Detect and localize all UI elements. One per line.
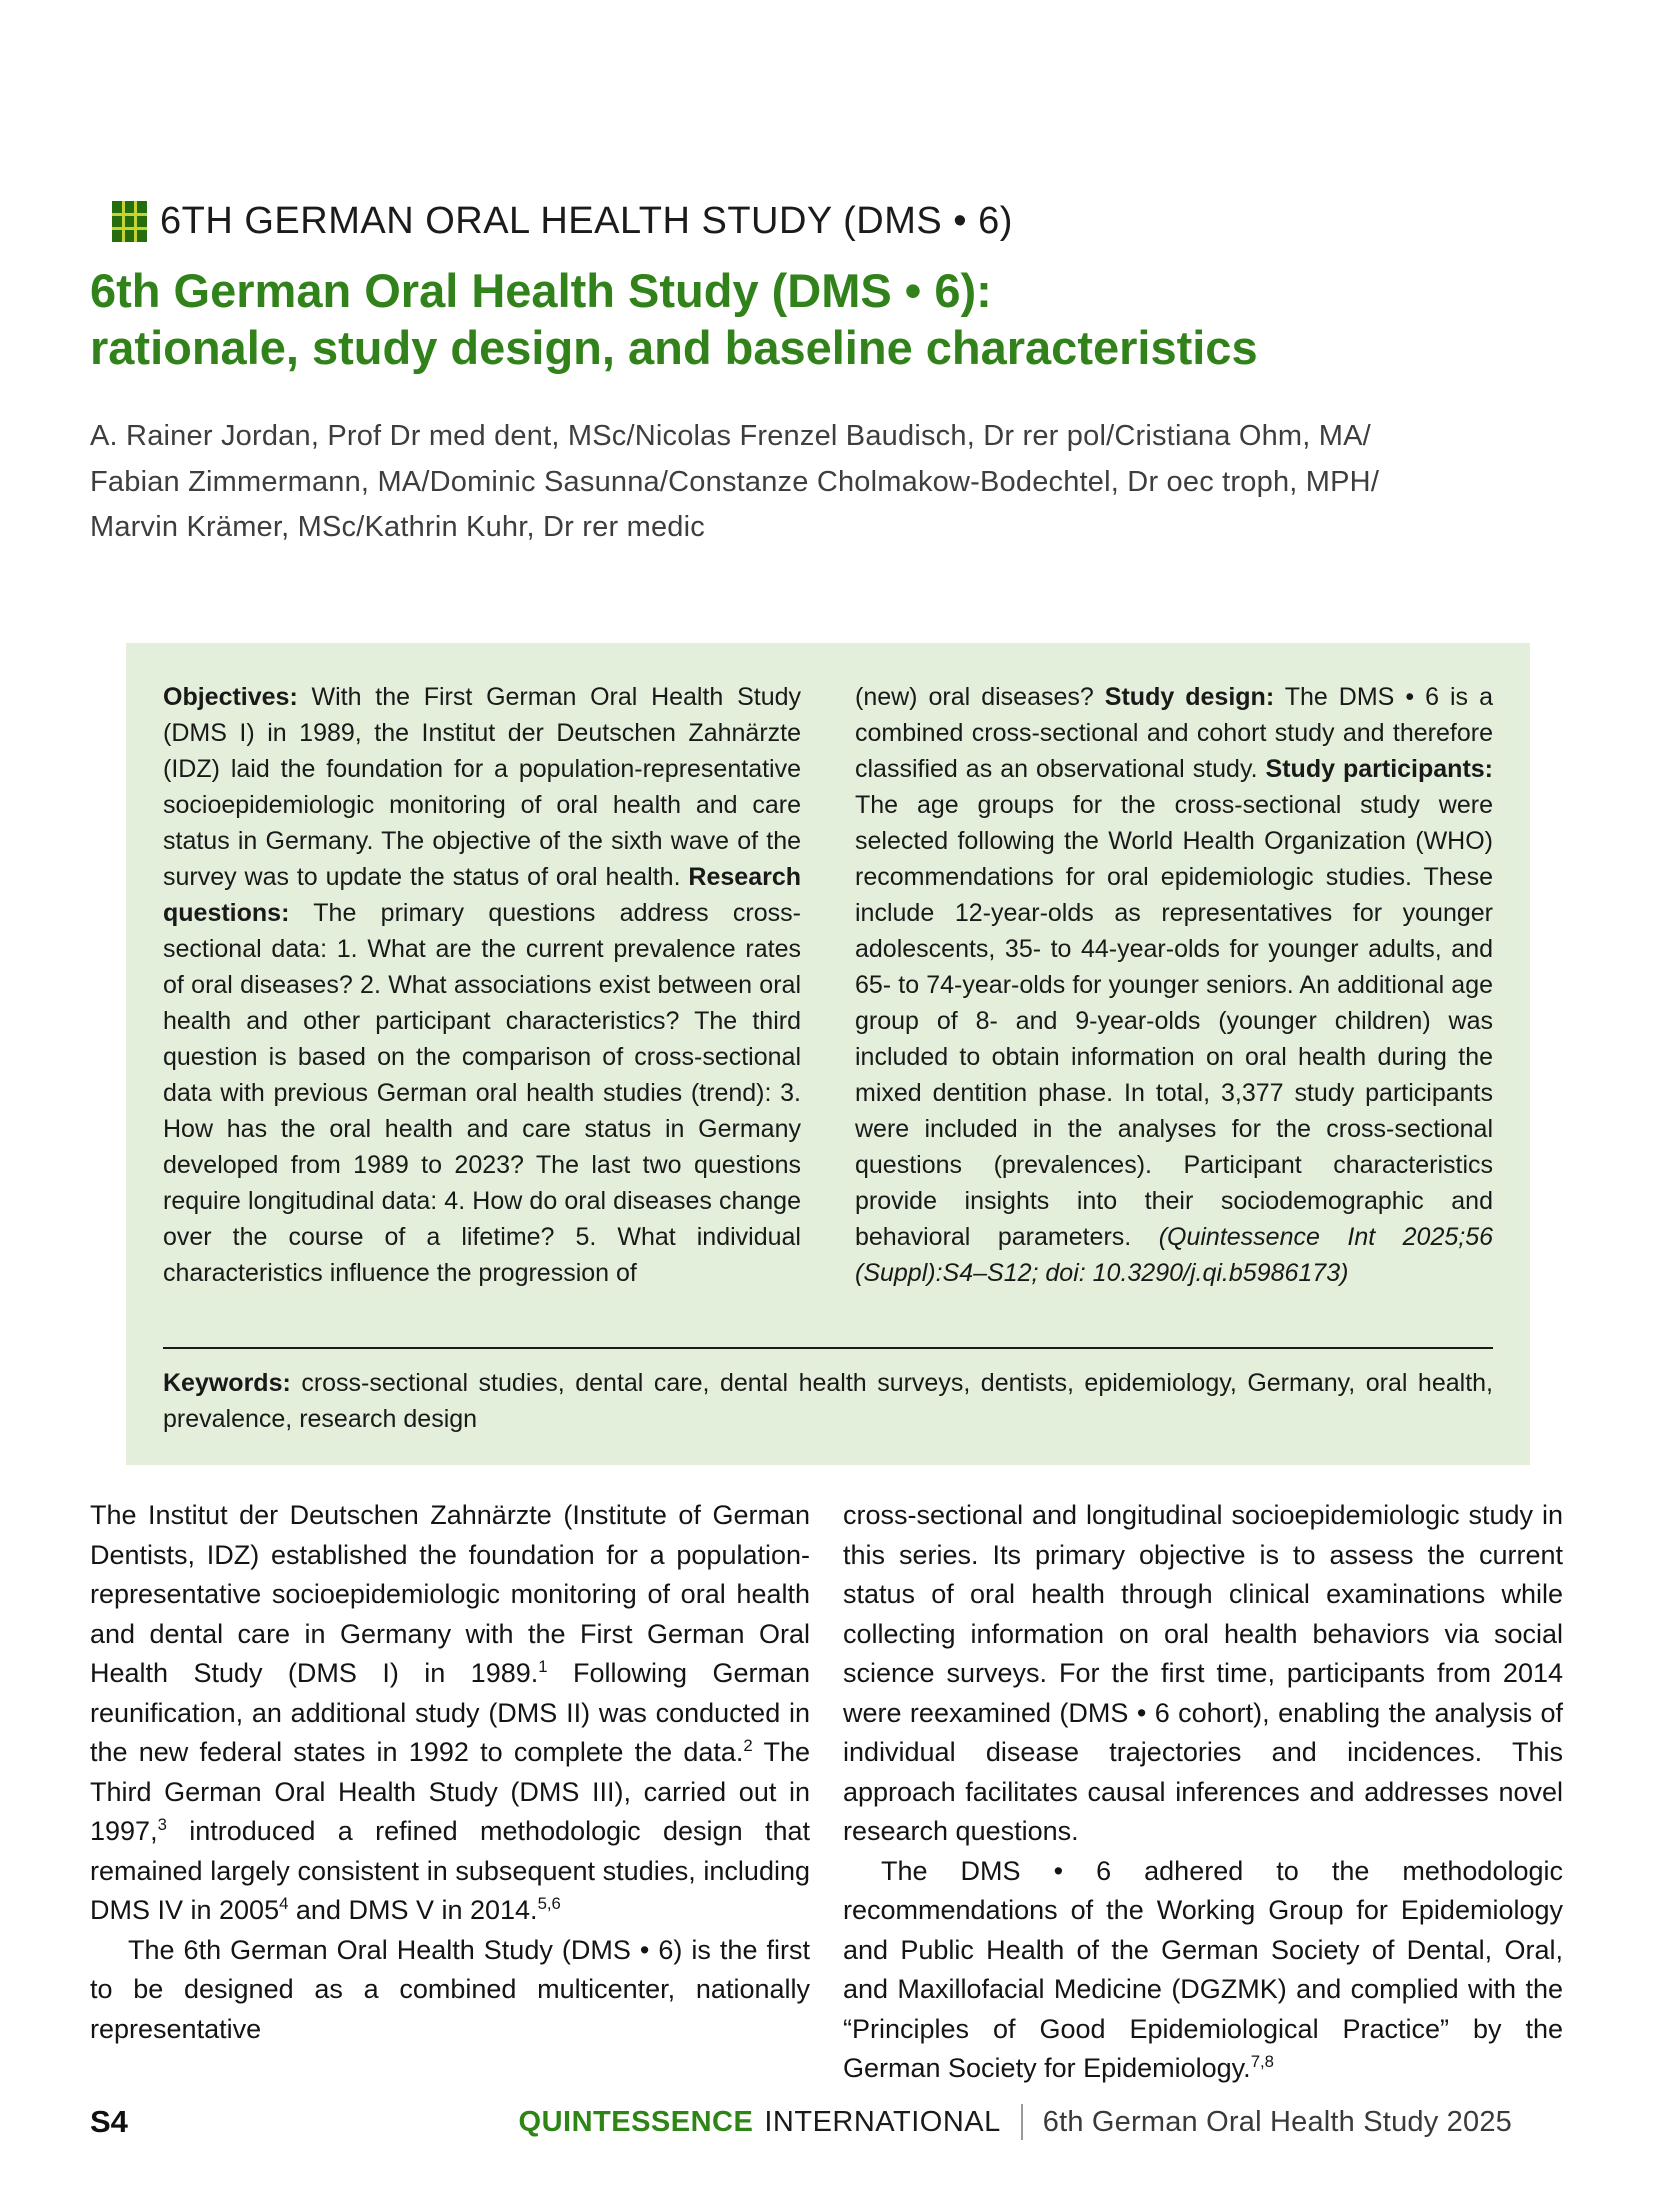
body-paragraph: The 6th German Oral Health Study (DMS • 6) is the first to be designed as a combined multicenter, nationally representative [90, 1934, 810, 2044]
abstract-box [126, 643, 1530, 1465]
title-line-1: 6th German Oral Health Study (DMS • 6): [90, 264, 992, 317]
author-line: A. Rainer Jordan, Prof Dr med dent, MSc/Nicolas Frenzel Baudisch, Dr rer pol/Cristiana Ohm, MA/ [90, 420, 1371, 452]
author-line: Marvin Krämer, MSc/Kathrin Kuhr, Dr rer medic [90, 511, 705, 543]
kicker-text: 6TH GERMAN ORAL HEALTH STUDY (DMS • 6) [160, 200, 1013, 242]
article-body [90, 1496, 1563, 2089]
journal-brand-regular: INTERNATIONAL [764, 2105, 1001, 2138]
footer-issue-label: 6th German Oral Health Study 2025 [1042, 2105, 1512, 2138]
title-line-2: rationale, study design, and baseline characteristics [90, 321, 1258, 374]
article-title [90, 262, 1258, 376]
keywords-line: Keywords: cross-sectional studies, dental care, dental health surveys, dentists, epidemiology, Germany, oral health, prevalence, research design [163, 1369, 1493, 1433]
body-column-left [90, 1496, 810, 2089]
page-footer [90, 2104, 1512, 2140]
body-paragraph: The DMS • 6 adhered to the methodologic recommendations of the Working Group for Epidemiology and Public Health of the German Society of Dental, Oral, and Maxillofacial Medicine (DGZMK) and complied with the “Principles of Good Epidemiological Practice” by the German Society for Epidemiology.$^{7,8}$ [843, 1855, 1563, 2083]
page-number: S4 [90, 2104, 128, 2139]
article-kicker [112, 200, 1013, 243]
body-column-right [843, 1496, 1563, 2089]
dms6-grid-icon [112, 201, 147, 242]
abstract-columns [163, 679, 1493, 1291]
abstract-column-right: (new) oral diseases? Study design: The DMS • 6 is a combined cross-sectional and cohort study and therefore classified as an observational study. Study participants: The age groups for the cross-sectional study were selected following the World Health Organization (WHO) recommendations for oral epidemiologic studies. These include 12-year-olds as representatives for younger adolescents, 35- to 44-year-olds for younger adults, and 65- to 74-year-olds for younger seniors. An additional age group of 8- and 9-year-olds (younger children) was included to obtain information on oral health during the mixed dentition phase. In total, 3,377 study participants were included in the analyses for the cross-sectional questions (prevalences). Participant characteristics provide insights into their sociodemographic and behavioral parameters. (Quintessence Int 2025;56 (Suppl):S4–S12; doi: 10.3290/j.qi.b5986173) [855, 683, 1494, 1287]
abstract-divider [163, 1347, 1493, 1349]
footer-separator [1021, 2104, 1023, 2140]
body-paragraph: cross-sectional and longitudinal socioepidemiologic study in this series. Its primary objective is to assess the current status of oral health through clinical examinations while collecting information on oral health behaviors via social science surveys. For the first time, participants from 2014 were reexamined (DMS • 6 cohort), enabling the analysis of individual disease trajectories and incidences. This approach facilitates causal inferences and addresses novel research questions. [843, 1500, 1563, 1846]
journal-brand-bold: QUINTESSENCE [518, 2105, 754, 2138]
author-list [90, 414, 1379, 551]
journal-masthead [519, 2104, 1512, 2140]
body-paragraph: The Institut der Deutschen Zahnärzte (Institute of German Dentists, IDZ) established the foundation for a population-representative socioepidemiologic monitoring of oral health and dental care in Germany with the First German Oral Health Study (DMS I) in 1989.$^1$ Following German reunification, an additional study (DMS II) was conducted in the new federal states in 1992 to complete the data.$^2$ The Third German Oral Health Study (DMS III), carried out in 1997,$^3$ introduced a refined methodologic design that remained largely consistent in subsequent studies, including DMS IV in 2005$^4$ and DMS V in 2014.$^{5,6}$ [90, 1500, 810, 1925]
abstract-column-left: Objectives: With the First German Oral Health Study (DMS I) in 1989, the Institut der Deutschen Zahnärzte (IDZ) laid the foundation for a population-representative socioepidemiologic monitoring of oral health and care status in Germany. The objective of the sixth wave of the survey was to update the status of oral health. Research questions: The primary questions address cross-sectional data: 1. What are the current prevalence rates of oral diseases? 2. What associations exist between oral health and other participant characteristics? The third question is based on the comparison of cross-sectional data with previous German oral health studies (trend): 3. How has the oral health and care status in Germany developed from 1989 to 2023? The last two questions require longitudinal data: 4. How do oral diseases change over the course of a lifetime? 5. What individual characteristics influence the progression of [163, 683, 801, 1287]
author-line: Fabian Zimmermann, MA/Dominic Sasunna/Constanze Cholmakow-Bodechtel, Dr oec troph, MPH/ [90, 465, 1380, 498]
